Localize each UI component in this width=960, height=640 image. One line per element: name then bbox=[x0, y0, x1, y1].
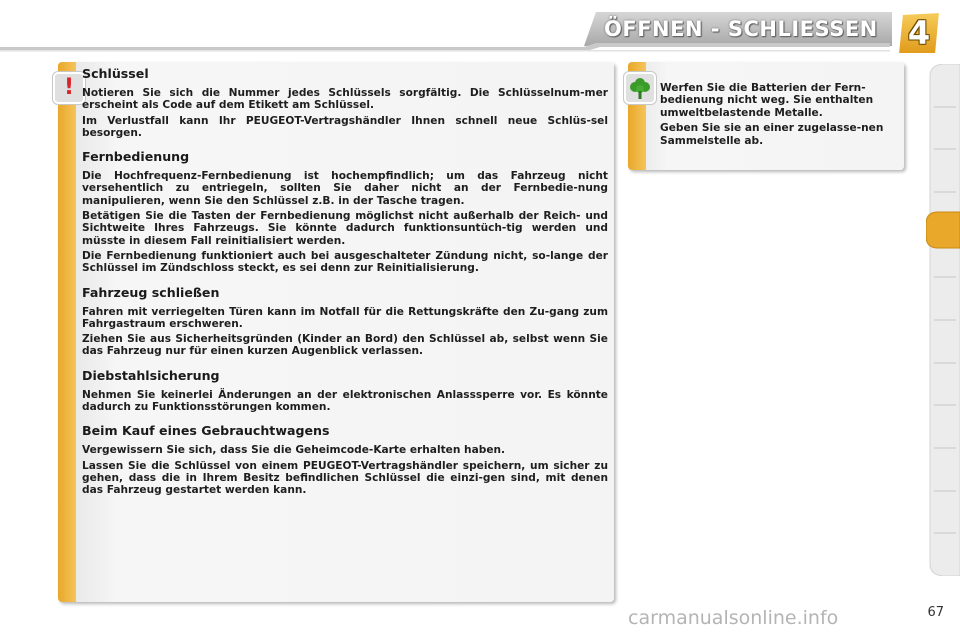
paragraph: Die Hochfrequenz-Fernbedienung ist hochempfindlich; um das Fahrzeug nicht versehentlich zu entriegeln, sollten Sie daher nicht an der Fernbedie-nung manipulieren, wenn Sie den Schlüssel z.B. in der Tasche tragen. bbox=[82, 170, 608, 207]
section-title: Fernbedienung bbox=[82, 149, 190, 165]
tree-icon-graphic bbox=[626, 74, 654, 102]
main-box-accent bbox=[58, 62, 76, 602]
paragraph: Ziehen Sie aus Sicherheitsgründen (Kinder an Bord) den Schlüssel ab, selbst wenn Sie das Fahrzeug nur für einen kurzen Augenblick verlassen. bbox=[82, 333, 608, 358]
main-content bbox=[82, 66, 608, 507]
exclamation-warning-icon bbox=[53, 72, 85, 104]
tree-eco-icon bbox=[624, 72, 656, 104]
paragraph: Im Verlustfall kann Ihr PEUGEOT-Vertragshändler Ihnen schnell neue Schlüs-sel besorgen. bbox=[82, 114, 608, 139]
section-title: Schlüssel bbox=[82, 66, 149, 81]
section-title: Beim Kauf eines Gebrauchtwagens bbox=[82, 423, 330, 439]
paragraph: Vergewissern Sie sich, dass Sie die Geheimcode-Karte erhalten haben. bbox=[82, 444, 506, 457]
paragraph: Notieren Sie sich die Nummer jedes Schlüssels sorgfältig. Die Schlüsselnum-mer erscheint als Code auf dem Etikett am Schlüssel. bbox=[82, 87, 608, 112]
section-fahrzeug-schliessen bbox=[82, 285, 608, 358]
section-title: Diebstahlsicherung bbox=[82, 367, 220, 383]
chapter-tab-strip bbox=[926, 64, 960, 576]
page-number: 67 bbox=[927, 605, 944, 620]
paragraph: Fahren mit verriegelten Türen kann im Notfall für die Rettungskräfte den Zu-gang zum Fahrgastraum erschweren. bbox=[82, 305, 608, 330]
paragraph: Nehmen Sie keinerlei Änderungen an der elektronischen Anlasssperre vor. Es könnte dadurch zu Funktionsstörungen kommen. bbox=[82, 388, 608, 414]
watermark: carmanualsonline.info bbox=[628, 607, 839, 629]
paragraph: Geben Sie sie an einer zugelasse-nen Sammelstelle ab. bbox=[660, 122, 884, 147]
section-title: Fahrzeug schließen bbox=[82, 284, 220, 300]
section-schluessel bbox=[82, 66, 608, 139]
active-chapter-tab[interactable] bbox=[926, 212, 960, 248]
page-title: ÖFFNEN - SCHLIESSEN bbox=[604, 17, 878, 41]
paragraph: Die Fernbedienung funktioniert auch bei ausgeschalteter Zündung nicht, so-lange der Schlüssel im Zündschloss steckt, es sei denn zur Reinitialisierung. bbox=[82, 249, 608, 275]
paragraph: Werfen Sie die Batterien der Fern-bedienung nicht weg. Sie enthalten umweltbelastende Metalle. bbox=[660, 82, 874, 119]
section-fernbedienung bbox=[82, 149, 608, 274]
chapter-number: 4 bbox=[907, 14, 931, 52]
section-gebrauchtwagen bbox=[82, 423, 608, 496]
warning-glyph: ! bbox=[63, 75, 75, 100]
paragraph: Lassen Sie die Schlüssel von einem PEUGEOT-Vertragshändler speichern, um sicher zu gehen, dass die in Ihrem Besitz befindlichen Schlüssel die einzi-gen sind, mit denen das Fahrzeug gestartet werden kann. bbox=[82, 459, 608, 497]
eco-content bbox=[660, 82, 898, 150]
paragraph: Betätigen Sie die Tasten der Fernbedienung möglichst nicht außerhalb der Reich- und Sichtweite Ihres Fahrzeugs. Sie könnte dadurch funktionsuntüch-tig werden und müsste in diesem Fall reinitialisiert werden. bbox=[82, 210, 608, 247]
section-diebstahlsicherung bbox=[82, 368, 608, 414]
